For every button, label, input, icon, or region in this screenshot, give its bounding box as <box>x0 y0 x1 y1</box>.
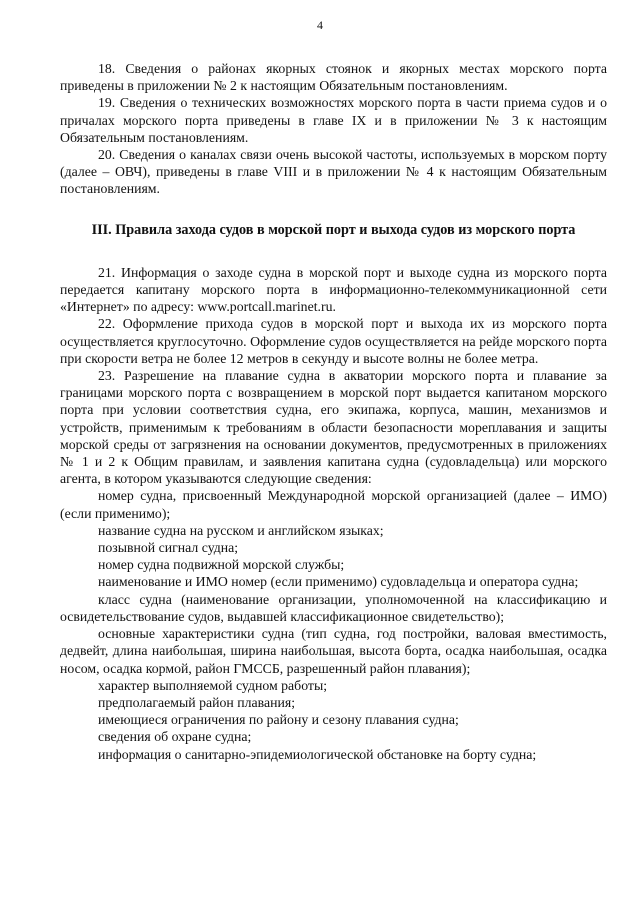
list-item: наименование и ИМО номер (если применимо) судовладельца и оператора судна; <box>98 574 579 590</box>
list-item: класс судна (наименование организации, уполномоченной на классификацию и освидетельствование судов, выдавшей классификационное свидетельство); <box>60 591 607 624</box>
paragraph-18: 18. Сведения о районах якорных стоянок и якорных местах морского порта приведены в приложении № 2 к настоящим Обязательным постановлениям. <box>60 61 607 94</box>
list-item: предполагаемый район плавания; <box>98 694 296 710</box>
list-item: характер выполняемой судном работы; <box>98 677 328 693</box>
page-number: 4 <box>317 18 323 32</box>
list-item: имеющиеся ограничения по району и сезону плавания судна; <box>98 712 459 728</box>
list-item: информация о санитарно-эпидемиологической обстановке на борту судна; <box>98 746 537 762</box>
section-heading: III. Правила захода судов в морской порт и выхода судов из морского порта <box>91 221 576 238</box>
list-item: основные характеристики судна (тип судна, год постройки, валовая вместимость, дедвейт, длина наибольшая, ширина наибольшая, высота борта, осадка наибольшая, осадка носом, осадка кормой, район ГМССБ, разрешенный район плавания); <box>60 626 607 676</box>
paragraph-21: 21. Информация о заходе судна в морской порт и выходе судна из морского порта передается капитану морского порта в информационно-телекоммуникационной сети «Интернет» по адресу: www.portcall.marinet.ru. <box>60 264 607 315</box>
list-item: позывной сигнал судна; <box>98 540 239 556</box>
document-body <box>60 60 607 763</box>
paragraph-23: 23. Разрешение на плавание судна в акватории морского порта и плавание за границами морского порта с возвращением в морской порт выдается капитаном морского порта при условии соответствия судна, его экипажа, корпуса, машин, механизмов и устройств, применимым к требованиям в области безопасности мореплавания и защиты морской среды от загрязнения на основании документов, предусмотренных в приложениях № 1 и 2 к Общим правилам, и заявления капитана судна (судовладельца) или морского агента, в котором указываются следующие сведения: <box>60 368 607 487</box>
list-item: сведения об охране судна; <box>98 729 252 745</box>
list-item: номер судна подвижной морской службы; <box>98 557 345 573</box>
list-item: название судна на русском и английском языках; <box>98 522 384 538</box>
paragraph-19: 19. Сведения о технических возможностях морского порта в части приема судов и о причалах морского порта приведены в главе IX и в приложении № 3 к настоящим Обязательным постановлениям. <box>60 95 607 145</box>
paragraph-20: 20. Сведения о каналах связи очень высокой частоты, используемых в морском порту (далее – ОВЧ), приведены в главе VIII и в приложении № 4 к настоящим Обязательным постановлениям. <box>60 147 607 197</box>
paragraph-22: 22. Оформление прихода судов в морской порт и выхода их из морского порта осуществляется круглосуточно. Оформление судов осуществляется на рейде морского порта при скорости ветра не более 12 метров в секунду и высоте волны не более метра. <box>60 316 607 366</box>
list-item: номер судна, присвоенный Международной морской организацией (далее – ИМО) (если применимо); <box>60 488 607 521</box>
